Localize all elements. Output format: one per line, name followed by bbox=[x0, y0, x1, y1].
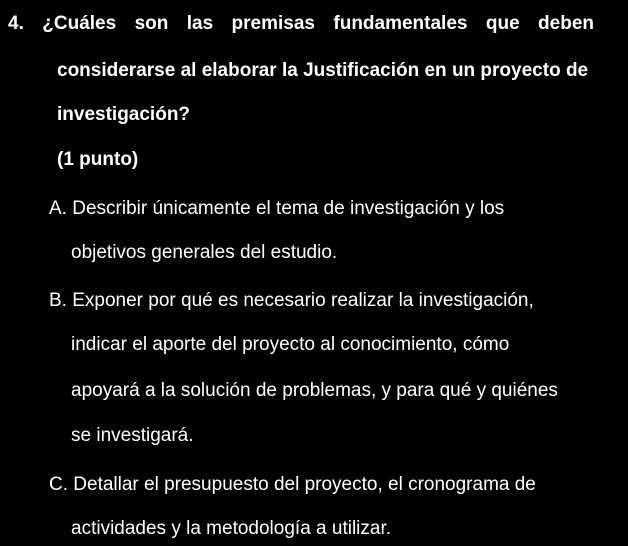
option-b-line-3[interactable]: apoyará a la solución de problemas, y para qué y quiénes bbox=[71, 380, 558, 401]
option-c-line-1[interactable]: C. Detallar el presupuesto del proyecto, el cronograma de bbox=[49, 474, 536, 495]
option-b-line-4[interactable]: se investigará. bbox=[71, 425, 194, 446]
question-points: (1 punto) bbox=[57, 149, 139, 170]
option-c-line-2[interactable]: actividades y la metodología a utilizar. bbox=[71, 518, 392, 539]
question-number: 4. bbox=[8, 13, 24, 34]
option-a-line-1[interactable]: A. Describir únicamente el tema de investigación y los bbox=[49, 198, 505, 219]
question-text-line-2: considerarse al elaborar la Justificación en un proyecto de bbox=[57, 60, 589, 81]
question-text-line-3: investigación? bbox=[57, 104, 191, 125]
option-a-line-2[interactable]: objetivos generales del estudio. bbox=[71, 242, 338, 263]
question-text-line-1-content: ¿Cuáles son las premisas fundamentales que deben bbox=[42, 13, 594, 34]
question-text-line-1 bbox=[8, 12, 594, 36]
option-b-line-1[interactable]: B. Exponer por qué es necesario realizar la investigación, bbox=[49, 290, 534, 311]
option-b-line-2[interactable]: indicar el aporte del proyecto al conocimiento, cómo bbox=[71, 334, 510, 355]
